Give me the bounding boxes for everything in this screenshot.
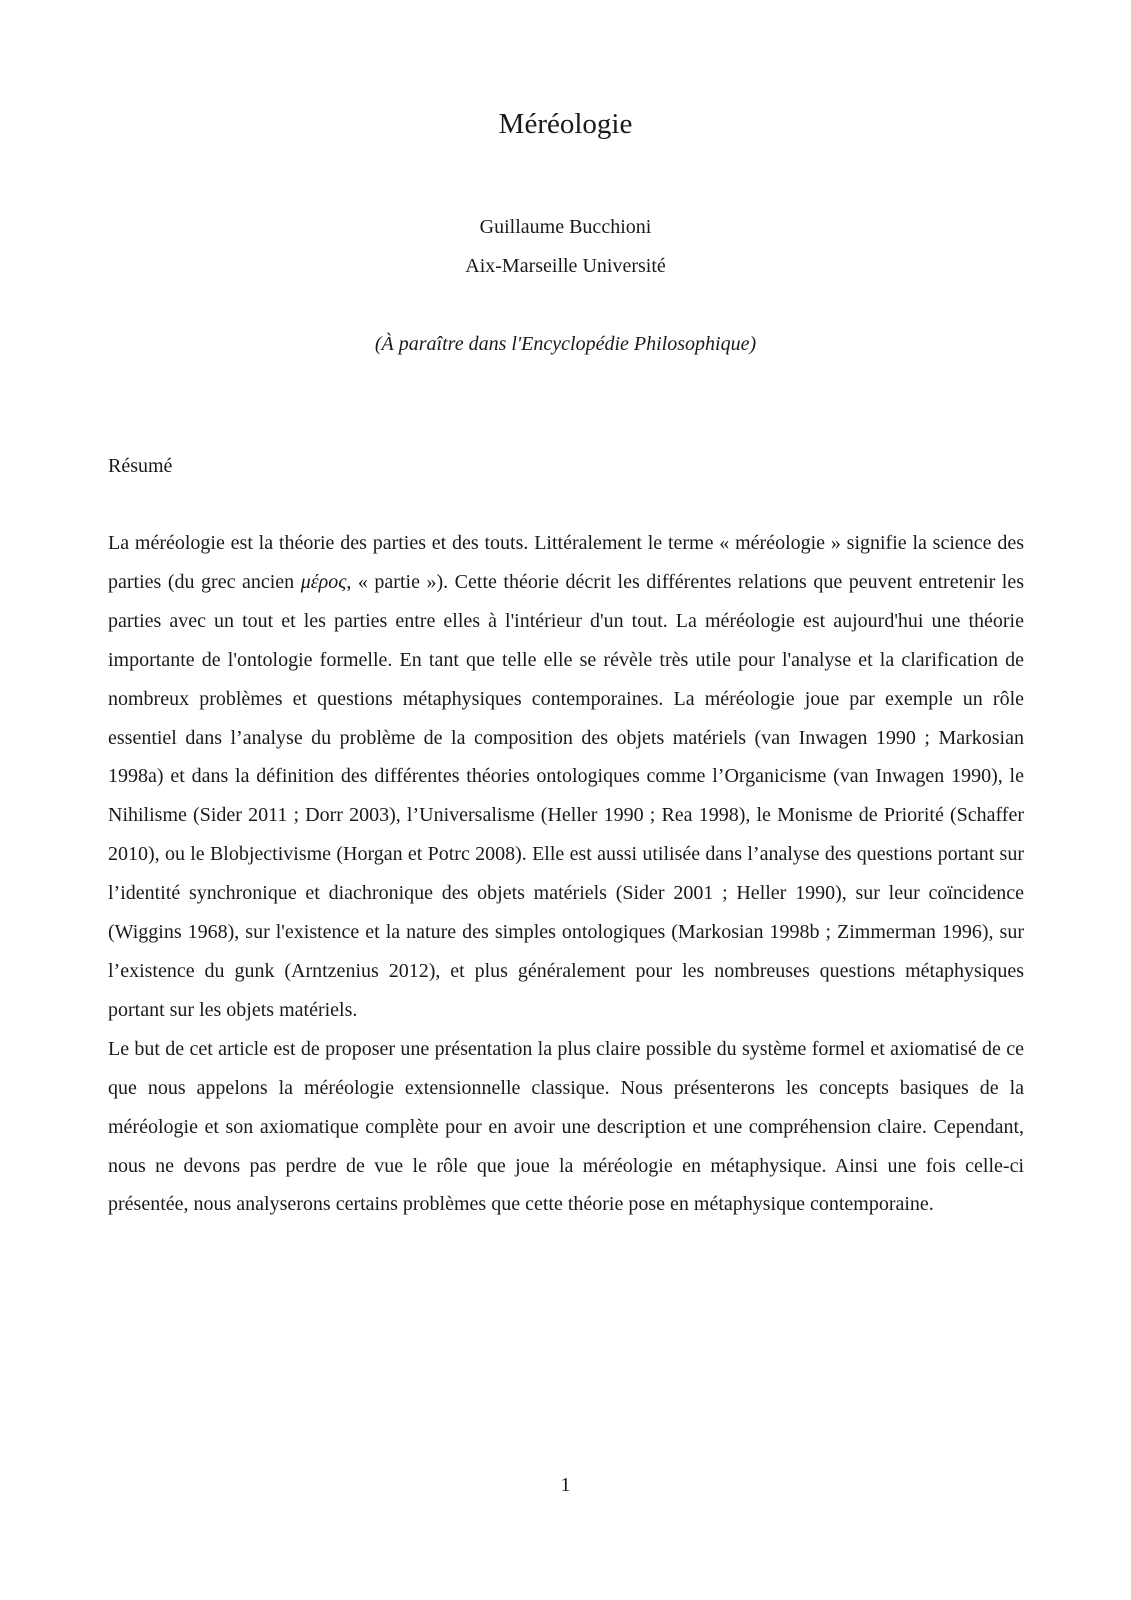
- publication-note: (À paraître dans l'Encyclopédie Philosophique): [374, 333, 757, 355]
- author-affiliation: Aix-Marseille Université: [465, 255, 666, 277]
- abstract-body: [108, 524, 1024, 1224]
- abstract-paragraph-2: Le but de cet article est de proposer une présentation la plus claire possible du système formel et axiomatisé de ce que nous appelons la méréologie extensionnelle classique. Nous présenterons les concepts basiques de la méréologie et son axiomatique complète pour en avoir une description et une compréhension claire. Cependant, nous ne devons pas perdre de vue le rôle que joue la méréologie en métaphysique. Ainsi une fois celle-ci présentée, nous analyserons certains problèmes que cette théorie pose en métaphysique contemporaine.: [108, 1037, 1024, 1216]
- abstract-heading: Résumé: [108, 455, 173, 477]
- paragraph-1-text-a: La méréologie est la théorie des parties et des touts. Littéralement le terme « méréologie » signifie la science des parties (du grec ancien: [108, 532, 1024, 593]
- paragraph-1-text-b: , « partie »). Cette théorie décrit les différentes relations que peuvent entretenir les parties avec un tout et les parties entre elles à l'intérieur d'un tout. La méréologie est aujourd'hui une théorie importante de l'ontologie formelle. En tant que telle elle se révèle très utile pour l'analyse et la clarification de nombreux problèmes et questions métaphysiques contemporaines. La méréologie joue par exemple un rôle essentiel dans l’analyse du problème de la composition des objets matériels (van Inwagen 1990 ; Markosian 1998a) et dans la définition des différentes théories ontologiques comme l’Organicisme (van Inwagen 1990), le Nihilisme (Sider 2011 ; Dorr 2003), l’Universalisme (Heller 1990 ; Rea 1998), le Monisme de Priorité (Schaffer 2010), ou le Blobjectivisme (Horgan et Potrc 2008). Elle est aussi utilisée dans l’analyse des questions portant sur l’identité synchronique et diachronique des objets matériels (Sider 2001 ; Heller 1990), sur leur coïncidence (Wiggins 1968), sur l'existence et la nature des simples ontologiques (Markosian 1998b ; Zimmerman 1996), sur l’existence du gunk (Arntzenius 2012), et plus généralement pour les nombreuses questions métaphysiques portant sur les objets matériels.: [108, 570, 1024, 1021]
- document-title: Méréologie: [498, 108, 633, 140]
- page-number: 1: [560, 1474, 571, 1496]
- greek-word: μέρος: [300, 570, 347, 593]
- author-name: Guillaume Bucchioni: [479, 216, 652, 238]
- abstract-paragraph-1: [108, 524, 1024, 1030]
